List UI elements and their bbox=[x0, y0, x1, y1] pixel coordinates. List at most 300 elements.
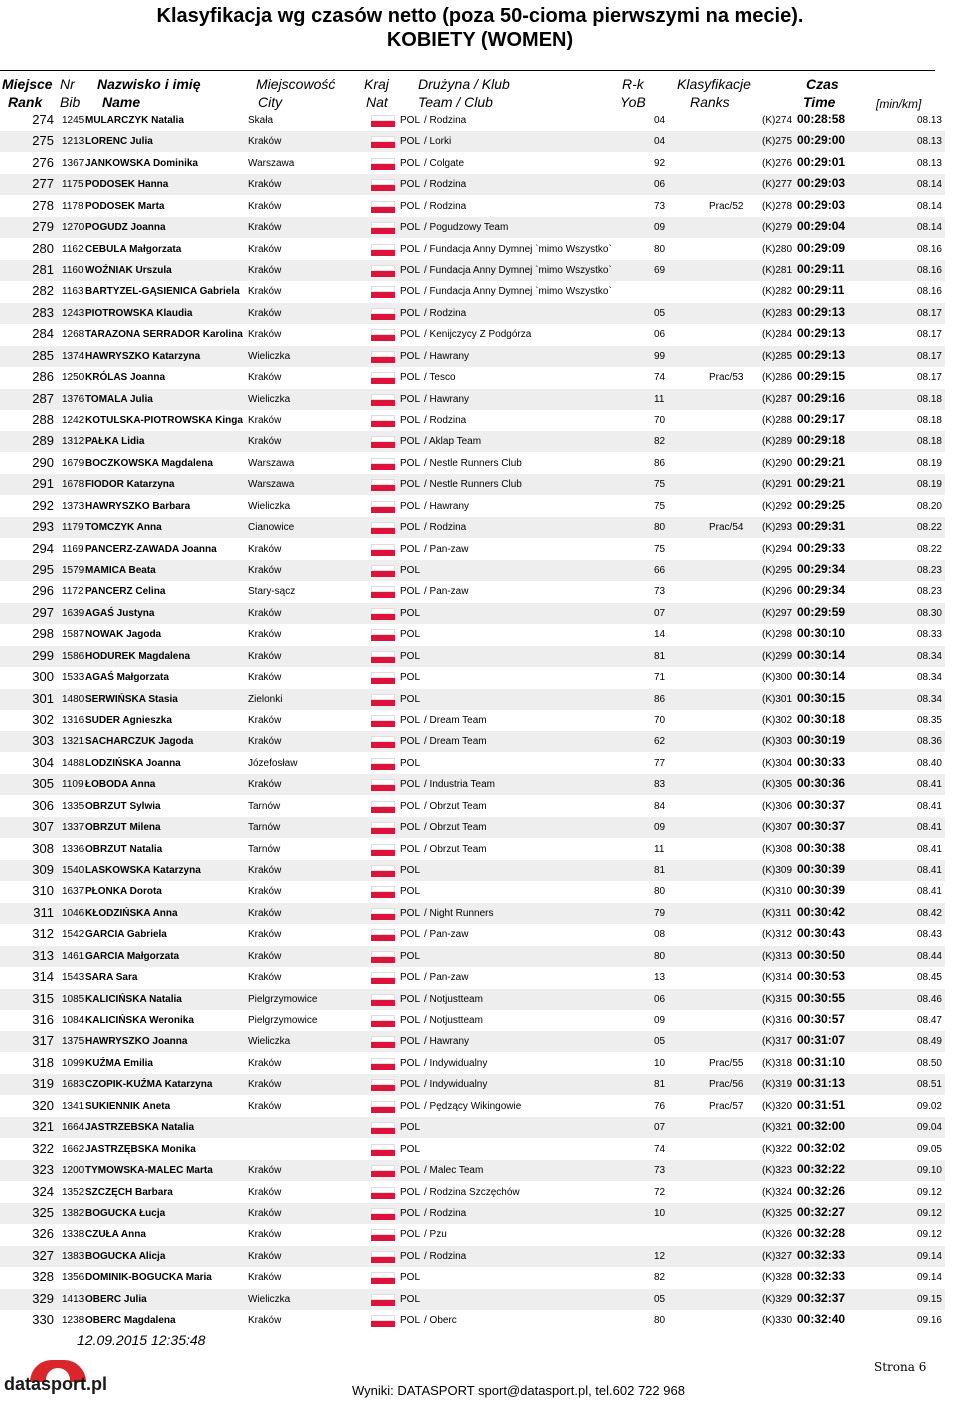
name-cell: OBRZUT Natalia bbox=[85, 843, 163, 855]
poland-flag-icon bbox=[371, 629, 395, 641]
table-row bbox=[0, 667, 945, 688]
bib-cell: 1242 bbox=[62, 415, 85, 427]
yob-cell: 70 bbox=[654, 415, 666, 427]
rank-cell: 296 bbox=[32, 583, 54, 599]
name-cell: OBRZUT Sylwia bbox=[85, 800, 161, 812]
team-cell: / Industria Team bbox=[424, 779, 495, 791]
nat-cell: POL bbox=[400, 157, 421, 169]
bib-cell: 1336 bbox=[62, 843, 85, 855]
yob-cell: 73 bbox=[654, 586, 666, 598]
name-cell: SUDER Agnieszka bbox=[85, 715, 172, 727]
yob-cell: 07 bbox=[654, 607, 666, 619]
name-cell: HAWRYSZKO Katarzyna bbox=[85, 350, 201, 362]
yob-cell: 79 bbox=[654, 907, 666, 919]
rank-cell: 309 bbox=[32, 862, 54, 878]
bib-cell: 1312 bbox=[62, 436, 85, 448]
category-rank-cell: (K)281 bbox=[762, 265, 793, 276]
pace-cell: 08.14 bbox=[916, 222, 942, 234]
bib-cell: 1678 bbox=[62, 479, 85, 491]
col-class-pl: Klasyfikacje bbox=[677, 76, 751, 92]
category-rank-cell: (K)285 bbox=[762, 350, 793, 362]
page-number: Strona 6 bbox=[874, 1360, 927, 1374]
bib-cell: 1099 bbox=[62, 1057, 85, 1069]
city-cell: Pielgrzymowice bbox=[248, 993, 318, 1005]
bib-cell: 1341 bbox=[62, 1100, 85, 1112]
table-row bbox=[0, 346, 945, 367]
table-row bbox=[0, 881, 945, 902]
time-cell: 00:31:07 bbox=[797, 1033, 846, 1048]
poland-flag-icon bbox=[371, 1122, 395, 1134]
poland-flag-icon bbox=[371, 865, 395, 877]
category-rank-cell: (K)293 bbox=[762, 522, 793, 534]
city-cell: Kraków bbox=[248, 929, 282, 941]
category-rank-cell: (K)326 bbox=[762, 1229, 793, 1241]
category-rank-cell: (K)289 bbox=[762, 436, 793, 448]
pace-cell: 08.16 bbox=[916, 286, 942, 298]
poland-flag-icon bbox=[371, 736, 395, 748]
nat-cell: POL bbox=[400, 1293, 421, 1305]
pace-cell: 08.19 bbox=[916, 479, 942, 491]
city-cell: Zielonki bbox=[248, 693, 283, 705]
category-rank-cell: (K)329 bbox=[762, 1293, 793, 1305]
city-cell: Wieliczka bbox=[248, 350, 291, 362]
pace-cell: 08.17 bbox=[916, 372, 942, 384]
pace-cell: 09.02 bbox=[916, 1100, 942, 1112]
col-pace: [min/km] bbox=[876, 97, 922, 111]
time-cell: 00:29:00 bbox=[797, 133, 846, 148]
nat-cell: POL bbox=[400, 1015, 421, 1027]
bib-cell: 1179 bbox=[62, 522, 84, 534]
team-cell: / Pan-zaw bbox=[424, 972, 469, 984]
poland-flag-icon bbox=[371, 779, 395, 791]
rank-cell: 305 bbox=[32, 776, 54, 792]
class-cell: Prac/56 bbox=[709, 1079, 744, 1091]
col-time-pl: Czas bbox=[806, 76, 839, 92]
category-rank-cell: (K)302 bbox=[762, 715, 793, 727]
city-cell: Kraków bbox=[248, 672, 282, 684]
name-cell: JANKOWSKA Dominika bbox=[85, 157, 198, 169]
table-row bbox=[0, 324, 945, 345]
team-cell: / Obrzut Team bbox=[424, 822, 487, 834]
city-cell: Pielgrzymowice bbox=[248, 1015, 318, 1027]
table-row bbox=[0, 496, 945, 517]
logo-text: datasport.pl bbox=[4, 1374, 108, 1394]
name-cell: TOMALA Julia bbox=[85, 393, 153, 405]
category-rank-cell: (K)310 bbox=[762, 886, 793, 898]
poland-flag-icon bbox=[371, 544, 395, 556]
table-row bbox=[0, 153, 945, 174]
time-cell: 00:30:42 bbox=[797, 904, 846, 919]
poland-flag-icon bbox=[371, 158, 395, 170]
bib-cell: 1250 bbox=[62, 372, 85, 384]
category-rank-cell: (K)296 bbox=[762, 586, 793, 598]
poland-flag-icon bbox=[371, 844, 395, 856]
yob-cell: 81 bbox=[654, 865, 666, 877]
poland-flag-icon bbox=[371, 329, 395, 341]
poland-flag-icon bbox=[371, 972, 395, 984]
name-cell: AGAŚ Justyna bbox=[85, 607, 155, 619]
pace-cell: 08.44 bbox=[916, 950, 942, 962]
header-rule bbox=[0, 70, 935, 71]
pace-cell: 08.16 bbox=[916, 265, 942, 276]
table-row bbox=[0, 1010, 945, 1031]
category-rank-cell: (K)291 bbox=[762, 479, 793, 491]
time-cell: 00:32:27 bbox=[797, 1204, 846, 1219]
pace-cell: 08.40 bbox=[916, 757, 942, 769]
col-name-en: Name bbox=[102, 94, 141, 110]
name-cell: LASKOWSKA Katarzyna bbox=[85, 865, 201, 877]
team-cell: / Aklap Team bbox=[424, 436, 482, 448]
category-rank-cell: (K)317 bbox=[762, 1036, 793, 1048]
category-rank-cell: (K)297 bbox=[762, 607, 793, 619]
bib-cell: 1461 bbox=[62, 950, 85, 962]
city-cell: Skała bbox=[248, 115, 274, 126]
yob-cell: 76 bbox=[654, 1100, 666, 1112]
bib-cell: 1243 bbox=[62, 307, 85, 319]
team-cell: / Obrzut Team bbox=[424, 843, 487, 855]
category-rank-cell: (K)295 bbox=[762, 565, 793, 577]
time-cell: 00:29:04 bbox=[797, 219, 846, 234]
category-rank-cell: (K)294 bbox=[762, 543, 793, 555]
pace-cell: 09.10 bbox=[916, 1165, 942, 1177]
poland-flag-icon bbox=[371, 929, 395, 941]
nat-cell: POL bbox=[400, 1079, 421, 1091]
category-rank-cell: (K)330 bbox=[762, 1315, 793, 1327]
time-cell: 00:32:33 bbox=[797, 1247, 846, 1262]
team-cell: / Rodzina bbox=[424, 1207, 467, 1219]
category-rank-cell: (K)287 bbox=[762, 393, 793, 405]
nat-cell: POL bbox=[400, 1143, 421, 1155]
poland-flag-icon bbox=[371, 1187, 395, 1199]
category-rank-cell: (K)300 bbox=[762, 672, 793, 684]
table-row bbox=[0, 1289, 945, 1310]
time-cell: 00:30:55 bbox=[797, 990, 846, 1005]
name-cell: ŁOBODA Anna bbox=[85, 779, 156, 791]
city-cell: Kraków bbox=[248, 1207, 282, 1219]
rank-cell: 281 bbox=[32, 262, 54, 277]
category-rank-cell: (K)286 bbox=[762, 372, 793, 384]
rank-cell: 307 bbox=[32, 819, 54, 835]
table-row bbox=[0, 431, 945, 452]
poland-flag-icon bbox=[371, 586, 395, 598]
yob-cell: 04 bbox=[654, 136, 666, 148]
col-class-en: Ranks bbox=[690, 94, 730, 110]
bib-cell: 1543 bbox=[62, 972, 85, 984]
table-row bbox=[0, 774, 945, 795]
rank-cell: 319 bbox=[32, 1076, 54, 1092]
time-cell: 00:31:51 bbox=[797, 1097, 846, 1112]
city-cell: Wieliczka bbox=[248, 393, 291, 405]
nat-cell: POL bbox=[400, 822, 421, 834]
yob-cell: 11 bbox=[654, 393, 665, 405]
rank-cell: 284 bbox=[32, 326, 54, 342]
table-row bbox=[0, 1074, 945, 1095]
category-rank-cell: (K)280 bbox=[762, 243, 793, 255]
rank-cell: 300 bbox=[32, 669, 54, 685]
time-cell: 00:30:36 bbox=[797, 776, 846, 791]
rank-cell: 326 bbox=[32, 1226, 54, 1242]
time-cell: 00:29:21 bbox=[797, 454, 846, 469]
name-cell: PANCERZ-ZAWADA Joanna bbox=[85, 543, 217, 555]
name-cell: TARAZONA SERRADOR Karolina bbox=[85, 329, 243, 341]
name-cell: OBRZUT Milena bbox=[85, 822, 161, 834]
name-cell: PODOSEK Marta bbox=[85, 200, 165, 212]
datasport-logo bbox=[4, 1360, 112, 1394]
city-cell: Kraków bbox=[248, 1229, 282, 1241]
table-row bbox=[0, 581, 945, 602]
category-rank-cell: (K)321 bbox=[762, 1122, 793, 1134]
table-row bbox=[0, 260, 945, 281]
table-row bbox=[0, 646, 945, 667]
table-row bbox=[0, 1031, 945, 1052]
time-cell: 00:30:18 bbox=[797, 712, 846, 727]
name-cell: KALICIŃSKA Natalia bbox=[85, 993, 182, 1005]
nat-cell: POL bbox=[400, 1100, 421, 1112]
print-date: 12.09.2015 12:35:48 bbox=[77, 1332, 206, 1348]
pace-cell: 09.15 bbox=[916, 1293, 942, 1305]
poland-flag-icon bbox=[371, 951, 395, 963]
bib-cell: 1338 bbox=[62, 1229, 85, 1241]
yob-cell: 75 bbox=[654, 479, 666, 491]
rank-cell: 276 bbox=[32, 154, 54, 170]
col-nat-pl: Kraj bbox=[364, 76, 389, 92]
rank-cell: 320 bbox=[32, 1097, 54, 1113]
bib-cell: 1178 bbox=[62, 200, 84, 212]
rank-cell: 297 bbox=[32, 604, 54, 620]
nat-cell: POL bbox=[400, 907, 421, 919]
bib-cell: 1085 bbox=[62, 993, 85, 1005]
team-cell: / Hawrany bbox=[424, 1036, 470, 1048]
pace-cell: 09.12 bbox=[916, 1186, 942, 1198]
poland-flag-icon bbox=[371, 1315, 395, 1327]
bib-cell: 1356 bbox=[62, 1272, 85, 1284]
time-cell: 00:29:16 bbox=[797, 390, 846, 405]
poland-flag-icon bbox=[371, 308, 395, 320]
name-cell: KOTULSKA-PIOTROWSKA Kinga bbox=[85, 415, 243, 427]
city-cell: Kraków bbox=[248, 243, 282, 255]
nat-cell: POL bbox=[400, 886, 421, 898]
pace-cell: 09.12 bbox=[916, 1207, 942, 1219]
yob-cell: 86 bbox=[654, 457, 666, 469]
category-rank-cell: (K)318 bbox=[762, 1057, 793, 1069]
nat-cell: POL bbox=[400, 950, 421, 962]
category-rank-cell: (K)292 bbox=[762, 500, 793, 512]
city-cell: Kraków bbox=[248, 179, 282, 191]
rank-cell: 280 bbox=[32, 240, 54, 256]
poland-flag-icon bbox=[371, 1165, 395, 1177]
team-cell: / Rodzina bbox=[424, 307, 467, 319]
category-rank-cell: (K)276 bbox=[762, 157, 793, 169]
poland-flag-icon bbox=[371, 244, 395, 256]
poland-flag-icon bbox=[371, 286, 395, 298]
name-cell: OBERC Julia bbox=[85, 1293, 147, 1305]
pace-cell: 08.17 bbox=[916, 350, 942, 362]
pace-cell: 08.51 bbox=[916, 1079, 942, 1091]
bib-cell: 1664 bbox=[62, 1122, 85, 1134]
rank-cell: 322 bbox=[32, 1140, 54, 1156]
pace-cell: 09.14 bbox=[916, 1272, 942, 1284]
bib-cell: 1172 bbox=[62, 586, 84, 598]
name-cell: SZCZĘCH Barbara bbox=[85, 1186, 173, 1198]
name-cell: HODUREK Magdalena bbox=[85, 650, 191, 662]
table-row bbox=[0, 796, 945, 817]
name-cell: SARA Sara bbox=[85, 972, 138, 984]
name-cell: KRÓLAS Joanna bbox=[85, 372, 166, 384]
poland-flag-icon bbox=[371, 994, 395, 1006]
time-cell: 00:29:59 bbox=[797, 604, 846, 619]
bib-cell: 1683 bbox=[62, 1079, 85, 1091]
yob-cell: 06 bbox=[654, 993, 666, 1005]
poland-flag-icon bbox=[371, 1144, 395, 1156]
bib-cell: 1046 bbox=[62, 907, 85, 919]
name-cell: PAŁKA Lidia bbox=[85, 436, 145, 448]
yob-cell: 81 bbox=[654, 1079, 666, 1091]
rank-cell: 294 bbox=[32, 540, 54, 556]
pace-cell: 08.18 bbox=[916, 436, 942, 448]
yob-cell: 73 bbox=[654, 200, 666, 212]
pace-cell: 08.14 bbox=[916, 200, 942, 212]
category-rank-cell: (K)284 bbox=[762, 329, 793, 341]
pace-cell: 08.22 bbox=[916, 522, 942, 534]
yob-cell: 77 bbox=[654, 757, 666, 769]
nat-cell: POL bbox=[400, 286, 421, 298]
bib-cell: 1321 bbox=[62, 736, 85, 748]
nat-cell: POL bbox=[400, 650, 421, 662]
poland-flag-icon bbox=[371, 758, 395, 770]
pace-cell: 08.34 bbox=[916, 672, 942, 684]
category-rank-cell: (K)283 bbox=[762, 307, 793, 319]
bib-cell: 1109 bbox=[62, 779, 84, 791]
team-cell: / Rodzina bbox=[424, 415, 467, 427]
col-name-pl: Nazwisko i imię bbox=[97, 76, 201, 92]
yob-cell: 07 bbox=[654, 1122, 666, 1134]
time-cell: 00:32:26 bbox=[797, 1183, 846, 1198]
city-cell: Kraków bbox=[248, 950, 282, 962]
category-rank-cell: (K)327 bbox=[762, 1250, 793, 1262]
poland-flag-icon bbox=[371, 1079, 395, 1091]
rank-cell: 287 bbox=[32, 390, 54, 406]
page-subtitle: KOBIETY (WOMEN) bbox=[386, 29, 574, 51]
bib-cell: 1639 bbox=[62, 607, 85, 619]
city-cell: Kraków bbox=[248, 1315, 282, 1327]
yob-cell: 80 bbox=[654, 886, 666, 898]
yob-cell: 80 bbox=[654, 522, 666, 534]
yob-cell: 81 bbox=[654, 650, 666, 662]
team-cell: / Hawrany bbox=[424, 500, 470, 512]
poland-flag-icon bbox=[371, 479, 395, 491]
poland-flag-icon bbox=[371, 115, 395, 127]
rank-cell: 293 bbox=[32, 519, 54, 535]
time-cell: 00:29:33 bbox=[797, 540, 846, 555]
pace-cell: 08.34 bbox=[916, 650, 942, 662]
time-cell: 00:32:37 bbox=[797, 1290, 846, 1305]
table-row bbox=[0, 131, 945, 152]
team-cell: / Obrzut Team bbox=[424, 800, 487, 812]
yob-cell: 73 bbox=[654, 1165, 666, 1177]
time-cell: 00:29:25 bbox=[797, 497, 846, 512]
team-cell: / Hawrany bbox=[424, 393, 470, 405]
table-row bbox=[0, 281, 945, 302]
city-cell: Kraków bbox=[248, 779, 282, 791]
yob-cell: 11 bbox=[654, 843, 665, 855]
city-cell: Kraków bbox=[248, 907, 282, 919]
rank-cell: 315 bbox=[32, 990, 54, 1006]
pace-cell: 08.41 bbox=[916, 865, 942, 877]
table-row bbox=[0, 453, 945, 474]
bib-cell: 1163 bbox=[62, 286, 84, 298]
table-row bbox=[0, 924, 945, 945]
nat-cell: POL bbox=[400, 457, 421, 469]
yob-cell: 09 bbox=[654, 822, 666, 834]
time-cell: 00:30:37 bbox=[797, 797, 846, 812]
poland-flag-icon bbox=[371, 672, 395, 684]
nat-cell: POL bbox=[400, 929, 421, 941]
team-cell: / Rodzina bbox=[424, 1250, 467, 1262]
team-cell: / Fundacja Anny Dymnej `mimo Wszystko` bbox=[424, 243, 612, 255]
name-cell: LODZIŃSKA Joanna bbox=[85, 757, 181, 769]
name-cell: MAMICA Beata bbox=[85, 565, 156, 577]
rank-cell: 324 bbox=[32, 1183, 54, 1199]
bib-cell: 1335 bbox=[62, 800, 85, 812]
pace-cell: 08.49 bbox=[916, 1036, 942, 1048]
city-cell: Warszawa bbox=[248, 157, 295, 169]
class-cell: Prac/52 bbox=[709, 200, 744, 212]
poland-flag-icon bbox=[371, 1101, 395, 1113]
bib-cell: 1238 bbox=[62, 1315, 85, 1327]
pace-cell: 08.34 bbox=[916, 693, 942, 705]
table-row bbox=[0, 174, 945, 195]
poland-flag-icon bbox=[371, 179, 395, 191]
rank-cell: 277 bbox=[32, 176, 54, 192]
time-cell: 00:29:13 bbox=[797, 347, 846, 362]
table-row bbox=[0, 1053, 945, 1074]
team-cell: / Pogudzowy Team bbox=[424, 222, 509, 234]
bib-cell: 1637 bbox=[62, 886, 85, 898]
poland-flag-icon bbox=[371, 522, 395, 534]
team-cell: / Oberc bbox=[424, 1315, 457, 1327]
nat-cell: POL bbox=[400, 1207, 421, 1219]
rank-cell: 283 bbox=[32, 304, 54, 320]
table-row bbox=[0, 1182, 945, 1203]
city-cell: Wieliczka bbox=[248, 500, 291, 512]
nat-cell: POL bbox=[400, 307, 421, 319]
yob-cell: 08 bbox=[654, 929, 666, 941]
poland-flag-icon bbox=[371, 394, 395, 406]
pace-cell: 08.18 bbox=[916, 415, 942, 427]
col-city-en: City bbox=[258, 94, 283, 110]
category-rank-cell: (K)275 bbox=[762, 136, 793, 148]
pace-cell: 08.50 bbox=[916, 1057, 942, 1069]
category-rank-cell: (K)298 bbox=[762, 629, 793, 641]
rank-cell: 295 bbox=[32, 562, 54, 578]
poland-flag-icon bbox=[371, 458, 395, 470]
name-cell: HAWRYSZKO Joanna bbox=[85, 1036, 188, 1048]
yob-cell: 62 bbox=[654, 736, 666, 748]
bib-cell: 1352 bbox=[62, 1186, 85, 1198]
category-rank-cell: (K)309 bbox=[762, 865, 793, 877]
yob-cell: 04 bbox=[654, 115, 666, 126]
rank-cell: 306 bbox=[32, 797, 54, 813]
time-cell: 00:30:43 bbox=[797, 926, 846, 941]
table-row bbox=[0, 560, 945, 581]
city-cell: Kraków bbox=[248, 1057, 282, 1069]
rank-cell: 308 bbox=[32, 840, 54, 856]
nat-cell: POL bbox=[400, 993, 421, 1005]
table-row bbox=[0, 860, 945, 881]
city-cell: Kraków bbox=[248, 436, 282, 448]
nat-cell: POL bbox=[400, 115, 421, 126]
name-cell: LORENC Julia bbox=[85, 136, 153, 148]
